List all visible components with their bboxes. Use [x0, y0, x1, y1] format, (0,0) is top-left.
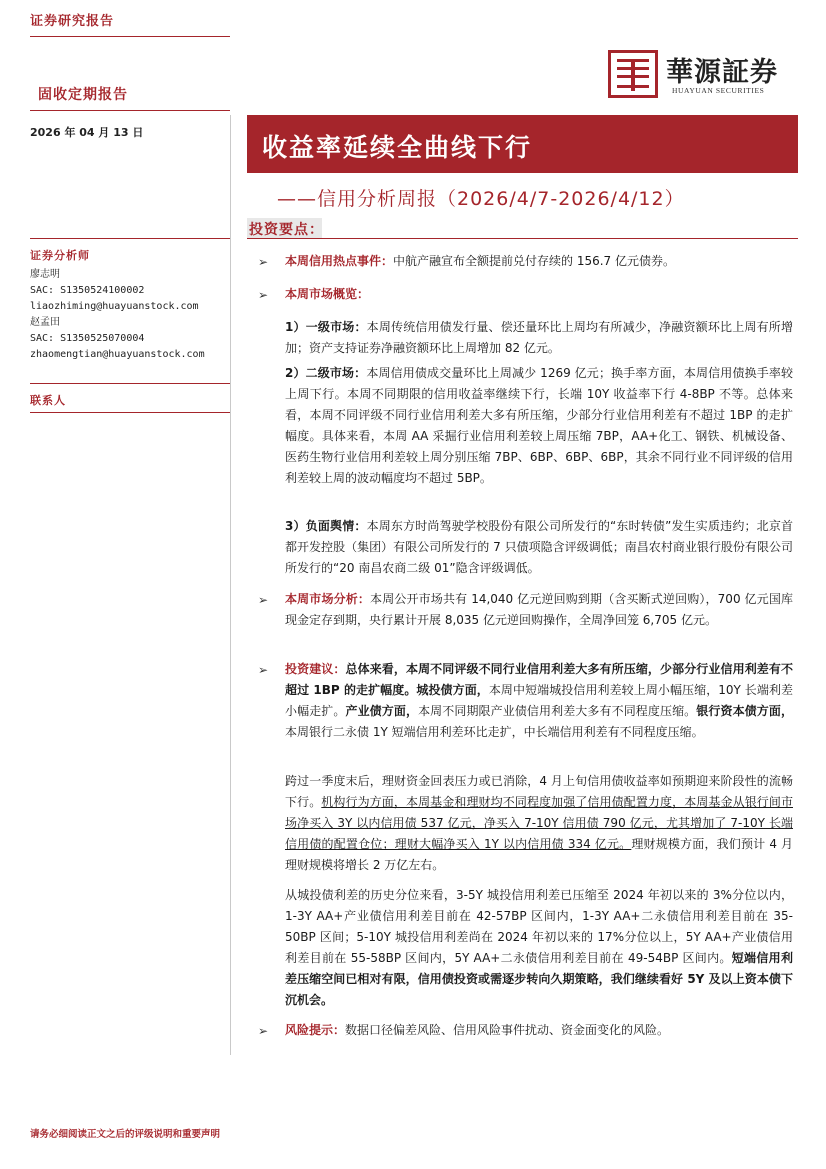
institution-intro: 跨过一季度末后，理财资金回表压力或已消除，4 月上旬信用债收益率如预期迎来阶段性的流畅下行。	[285, 774, 793, 809]
arrow-right-icon: ➢	[258, 255, 269, 269]
investment-advice-label: 投资建议：	[285, 662, 346, 676]
institution-wealth: 理财规模方面，我们预计 4 月理财规模将增长 2 万亿左右。	[285, 837, 794, 872]
primary-market-label: 1）一级市场：	[285, 320, 367, 334]
overview-item	[285, 284, 793, 305]
key-points-label: 投资要点：	[249, 222, 324, 238]
risk-text: 数据口径偏差风险、信用风险事件扰动、资金面变化的风险。	[345, 1023, 670, 1037]
analyst-email[interactable]: zhaomengtian@huayuanstock.com	[30, 349, 205, 360]
hot-event-item	[285, 251, 793, 272]
sidebar-divider	[230, 115, 231, 1055]
report-type: 固收定期报告	[38, 87, 128, 103]
divider	[30, 412, 230, 413]
page-title: 收益率延续全曲线下行	[262, 133, 533, 162]
analyst-heading: 证券分析师	[30, 249, 90, 262]
advice-industry-label: 产业债方面，	[345, 704, 419, 718]
divider	[30, 110, 230, 111]
analyst-sac: SAC: S1350525070004	[30, 333, 145, 344]
analyst-email[interactable]: liaozhiming@huayuanstock.com	[30, 301, 199, 312]
institution-behavior: 机构行为方面，本周基金和理财均不同程度加强了信用债配置力度，本周基金从银行间市场净买入 3Y 以内信用债 537 亿元，净买入 7-10Y 信用债 790 亿元，尤其增加了 7-10Y 长端信用债的配置仓位；理财大幅净买入 1Y 以内信用债 334 亿元。	[285, 795, 793, 851]
negative-news-text: 本周东方时尚驾驶学校股份有限公司所发行的“东时转债”发生实质违约；北京首都开发控股（集团）有限公司所发行的 7 只债项隐含评级调低；南昌农村商业银行股份有限公司所发行的“20 南昌农商二级 01”隐含评级调低。	[285, 519, 794, 575]
spread-history-para	[285, 885, 793, 1011]
analyst-name: 赵孟田	[30, 317, 60, 328]
report-date: 2026 年 04 月 13 日	[30, 126, 144, 139]
footer-disclaimer: 请务必细阅读正文之后的评级说明和重要声明	[30, 1129, 221, 1140]
advice-summary: 总体来看，本周不同评级不同行业信用利差大多有所压缩，少部分行业信用利差有不超过 1BP 的走扩幅度。城投债方面，	[285, 662, 793, 697]
market-analysis-text: 本周公开市场共有 14,040 亿元逆回购到期（含买断式逆回购），700 亿元国库现金定存到期，央行累计开展 8,035 亿元逆回购操作，全周净回笼 6,705 亿元。	[285, 592, 793, 627]
institution-para	[285, 771, 793, 876]
divider	[30, 383, 230, 384]
arrow-right-icon: ➢	[258, 593, 269, 607]
negative-news-label: 3）负面舆情：	[285, 519, 367, 533]
arrow-right-icon: ➢	[258, 288, 269, 302]
logo-text-cn: 華源証券	[666, 57, 778, 88]
advice-bank: 本周银行二永债 1Y 短端信用利差环比走扩，中长端信用利差有不同程度压缩。	[285, 725, 704, 739]
market-analysis-item	[285, 589, 793, 631]
divider	[247, 238, 798, 239]
arrow-right-icon: ➢	[258, 663, 269, 677]
arrow-right-icon: ➢	[258, 1024, 269, 1038]
negative-news-para	[285, 516, 793, 579]
investment-advice-item	[285, 659, 793, 743]
analyst-name: 廖志明	[30, 269, 60, 280]
spread-history-text: 从城投债利差的历史分位来看，3-5Y 城投信用利差已压缩至 2024 年初以来的 3%分位以内，1-3Y AA+产业债信用利差目前在 42-57BP 区间内，1-3Y AA+二永债信用利差目前在 35-50BP 区间；5-10Y 城投信用利差尚在 2024 年初以来的 17%分位以上，5Y AA+产业债信用利差目前在 55-58BP 区间内，5Y AA+二永债信用利差目前在 49-54BP 区间内。	[285, 888, 793, 965]
divider	[30, 36, 230, 37]
overview-label: 本周市场概览：	[285, 287, 370, 301]
market-analysis-label: 本周市场分析：	[285, 592, 371, 606]
divider	[30, 238, 230, 239]
hot-event-label: 本周信用热点事件：	[285, 254, 394, 268]
spread-conclusion: 短端信用利差压缩空间已相对有限，信用债投资或需逐步转向久期策略，我们继续看好 5Y 及以上资本债下沉机会。	[285, 951, 793, 1007]
secondary-market-text: 本周信用债成交量环比上周减少 1269 亿元；换手率方面，本周信用债换手率较上周下行。本周不同期限的信用收益率继续下行，长端 10Y 收益率下行 4-8BP 不等。总体来看，本周不同评级不同行业信用利差大多有所压缩，少部分行业信用利差有不超过 1BP 的走扩幅度。具体来看，本周 AA 采掘行业信用利差较上周压缩 7BP，AA+化工、钢铁、机械设备、医药生物行业信用利差较上周分别压缩 7BP、6BP、6BP、6BP，其余不同行业不同评级的信用利差较上周的波动幅度均不超过 5BP。	[285, 366, 793, 485]
secondary-market-para	[285, 363, 793, 489]
page-subtitle: ——信用分析周报（2026/4/7-2026/4/12）	[277, 188, 685, 210]
hot-event-text: 中航产融宣布全额提前兑付存续的 156.7 亿元债券。	[393, 254, 675, 268]
primary-market-para	[285, 317, 793, 359]
logo-text-en: HUAYUAN SECURITIES	[672, 86, 765, 95]
analyst-block	[30, 267, 205, 363]
risk-label: 风险提示：	[285, 1023, 346, 1037]
analyst-sac: SAC: S1350524100002	[30, 285, 145, 296]
advice-industry: 本周不同期限产业债信用利差大多有不同程度压缩。	[418, 704, 697, 718]
report-category: 证券研究报告	[30, 14, 115, 29]
company-logo	[608, 50, 798, 100]
logo-mark-icon	[608, 50, 658, 98]
contact-heading: 联系人	[30, 394, 66, 407]
advice-bank-label: 银行资本债方面，	[696, 704, 793, 718]
advice-chengtou: 本周中短端城投信用利差较上周小幅压缩，10Y 长端利差小幅走扩。	[285, 683, 793, 718]
secondary-market-label: 2）二级市场：	[285, 366, 367, 380]
primary-market-text: 本周传统信用债发行量、偿还量环比上周均有所减少，净融资额环比上周有所增加；资产支持证券净融资额环比上周增加 82 亿元。	[285, 320, 793, 355]
risk-item	[285, 1020, 793, 1041]
